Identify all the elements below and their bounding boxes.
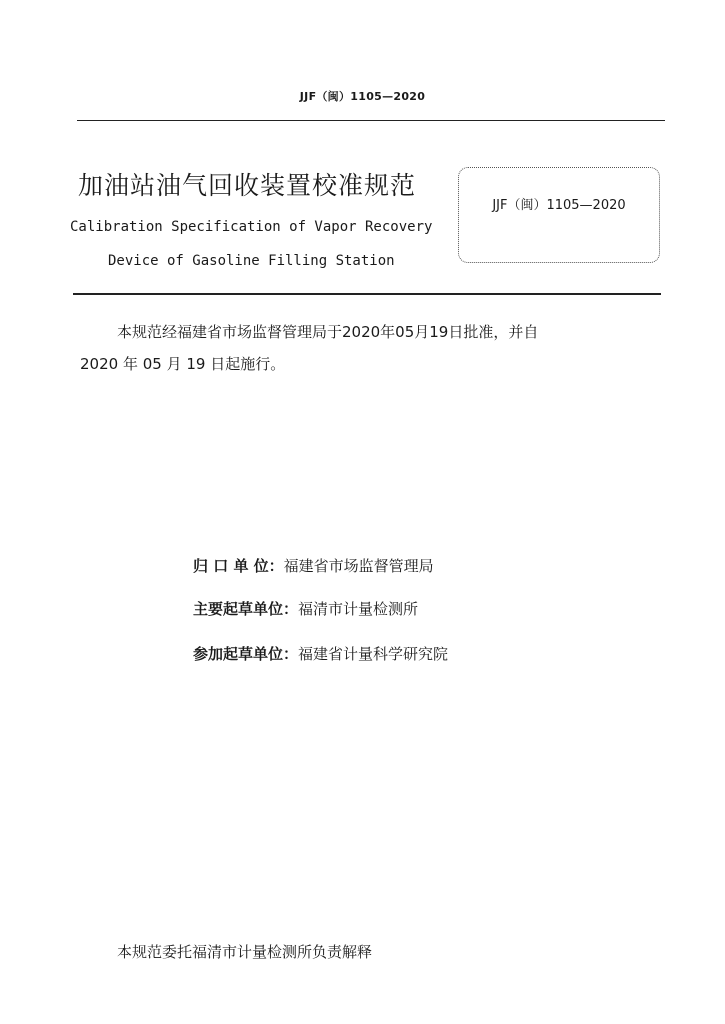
title-divider	[73, 293, 661, 295]
organization-label: 参加起草单位：	[193, 645, 299, 663]
organization-row-main-drafter	[193, 598, 418, 619]
specification-code: JJF（闽）1105—2020	[492, 198, 626, 213]
organization-value: 福建省计量科学研究院	[298, 645, 449, 663]
title-chinese: 加油站油气回收装置校准规范	[78, 171, 417, 200]
header-divider	[77, 120, 665, 121]
approval-text-line1: 本规范经福建省市场监督管理局于2020年05月19日批准，并自	[117, 323, 539, 341]
interpretation-note: 本规范委托福清市计量检测所负责解释	[117, 943, 373, 961]
title-english-line2: Device of Gasoline Filling Station	[108, 253, 395, 269]
header-code: JJF（闽）1105—2020	[299, 90, 426, 103]
organization-label: 归 口 单 位：	[193, 557, 284, 575]
organization-label: 主要起草单位：	[193, 600, 299, 618]
organization-value: 福建省市场监督管理局	[283, 557, 434, 575]
specification-code-box	[458, 167, 660, 263]
title-english-line1: Calibration Specification of Vapor Recovery	[70, 219, 433, 235]
approval-text-line2: 2020 年 05 月 19 日起施行。	[80, 355, 286, 373]
organization-row-participating-drafter	[193, 643, 448, 664]
organization-value: 福清市计量检测所	[298, 600, 419, 618]
organization-row-responsible	[193, 555, 434, 576]
